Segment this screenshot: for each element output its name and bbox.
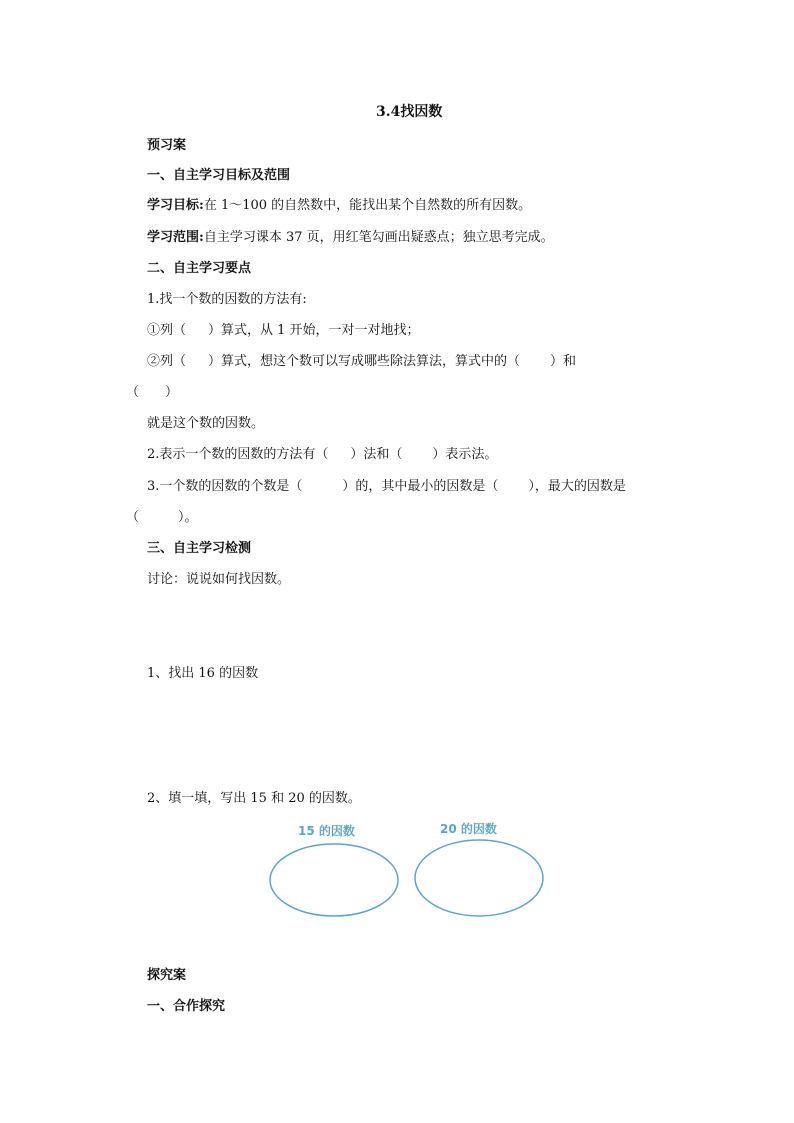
question-2 xyxy=(147,446,497,464)
question-1a xyxy=(147,322,420,340)
q1a-post: ）算式，从 1 开始，一对一对地找； xyxy=(208,323,420,338)
goal-label: 学习目标: xyxy=(147,198,204,213)
part2-heading: 二、自主学习要点 xyxy=(147,261,252,276)
question-1b-continued: （ ） xyxy=(126,385,179,400)
range-text: 自主学习课本 37 页，用红笔勾画出疑惑点；独立思考完成。 xyxy=(203,230,554,245)
section-explore: 探究案 xyxy=(147,968,187,983)
q3-mid1: ）的，其中最小的因数是（ xyxy=(342,479,499,494)
part3-heading: 三、自主学习检测 xyxy=(147,541,252,556)
range-label: 学习范围: xyxy=(147,230,204,245)
q2-post: ）表示法。 xyxy=(432,447,498,462)
exercise-2: 2、填一填，写出 15 和 20 的因数。 xyxy=(147,791,361,806)
question-1: 1.找一个数的因数的方法有: xyxy=(147,292,307,307)
question-3-continued: （ ）。 xyxy=(126,510,198,525)
question-1b xyxy=(147,353,576,371)
q1b-mid: ）算式，想这个数可以写成哪些除法算法，算式中的（ xyxy=(208,354,521,369)
q3-mid2: ），最大的因数是 xyxy=(528,479,626,494)
discuss-prompt: 讨论：说说如何找因数。 xyxy=(147,572,291,587)
part1-heading: 一、自主学习目标及范围 xyxy=(147,168,291,183)
goal-line xyxy=(147,197,531,215)
factor-ovals-figure xyxy=(266,818,550,924)
q1a-pre: ①列（ xyxy=(147,323,187,338)
oval-left[interactable] xyxy=(270,844,398,916)
q1b-and: ）和 xyxy=(550,354,577,369)
section-preview: 预习案 xyxy=(147,138,187,153)
q1b-pre: ②列（ xyxy=(147,354,187,369)
oval-right-label: 20 的因数 xyxy=(440,822,497,836)
oval-left-label: 15 的因数 xyxy=(298,824,355,838)
explore-heading: 一、合作探究 xyxy=(147,999,226,1014)
page-title: 3.4找因数 xyxy=(376,104,443,120)
goal-text: 在 1～100 的自然数中，能找出某个自然数的所有因数。 xyxy=(203,198,532,213)
question-1b-end: 就是这个数的因数。 xyxy=(147,416,265,431)
question-3 xyxy=(147,478,626,496)
q3-pre: 3.一个数的因数的个数是（ xyxy=(147,479,303,494)
range-line xyxy=(147,229,554,247)
q2-mid: ）法和（ xyxy=(350,447,403,462)
exercise-1: 1、找出 16 的因数 xyxy=(147,666,259,681)
oval-right[interactable] xyxy=(415,840,543,916)
q2-pre: 2.表示一个数的因数的方法有（ xyxy=(147,447,329,462)
